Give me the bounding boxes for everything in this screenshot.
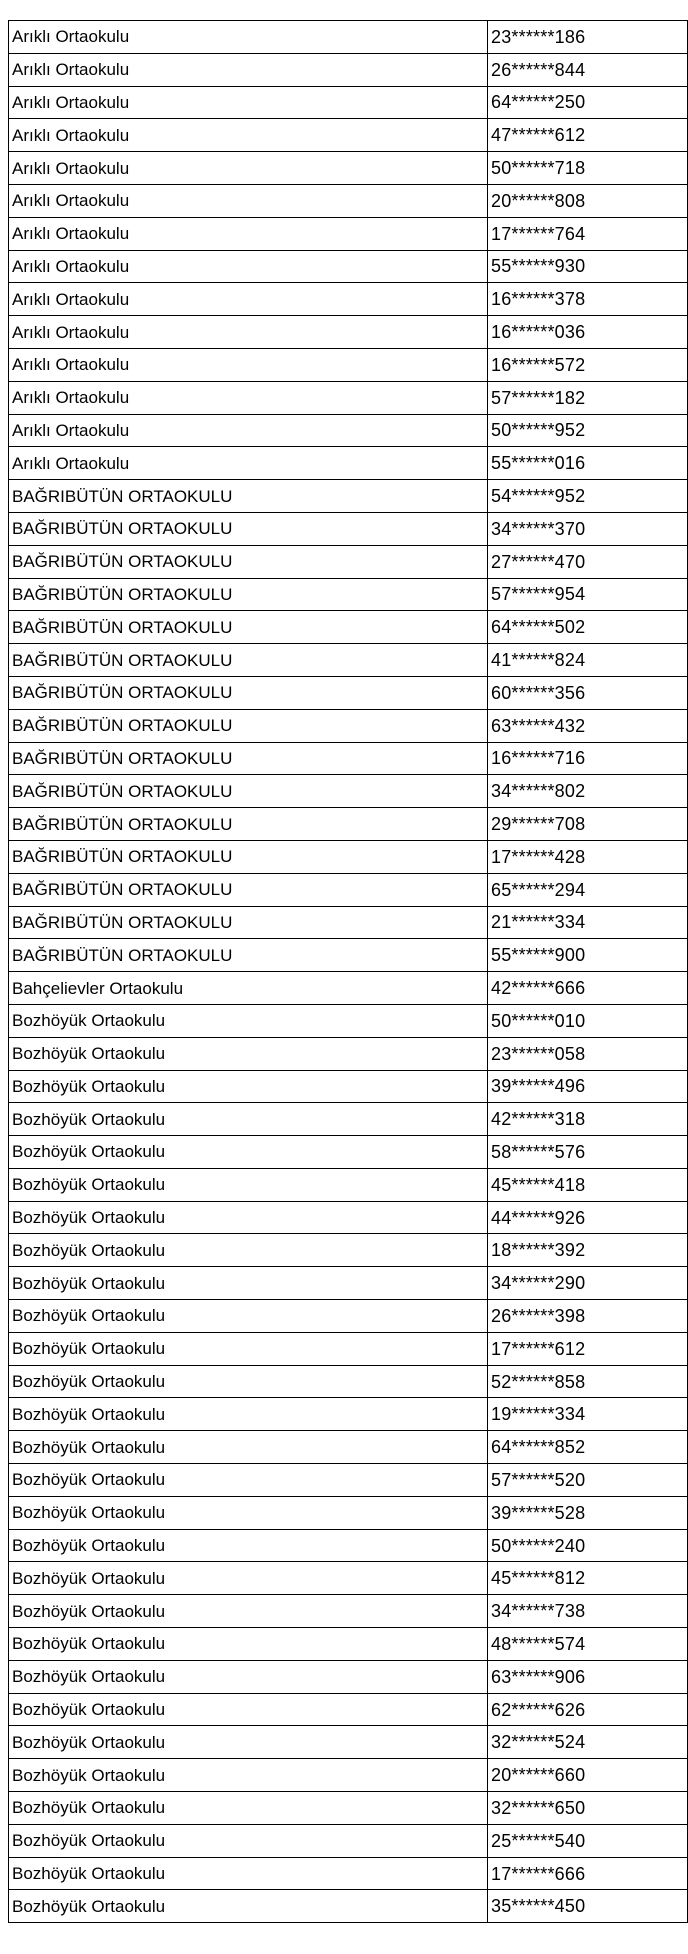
table-row (9, 381, 688, 414)
school-name-cell: Bozhöyük Ortaokulu (9, 1496, 488, 1529)
masked-id-cell: 57******182 (488, 381, 688, 414)
masked-id-cell: 21******334 (488, 906, 688, 939)
masked-id-cell: 52******858 (488, 1365, 688, 1398)
masked-id-cell: 16******036 (488, 316, 688, 349)
masked-id-cell: 45******812 (488, 1562, 688, 1595)
school-name-cell: Bozhöyük Ortaokulu (9, 1726, 488, 1759)
school-name-cell: Bozhöyük Ortaokulu (9, 1431, 488, 1464)
school-name-cell: Arıklı Ortaokulu (9, 119, 488, 152)
table-row (9, 1759, 688, 1792)
table-row (9, 742, 688, 775)
masked-id-cell: 48******574 (488, 1628, 688, 1661)
school-name-cell: Arıklı Ortaokulu (9, 348, 488, 381)
table-row (9, 972, 688, 1005)
masked-id-cell: 50******952 (488, 414, 688, 447)
table-row (9, 1136, 688, 1169)
masked-id-cell: 64******502 (488, 611, 688, 644)
table-row (9, 1267, 688, 1300)
table-row (9, 512, 688, 545)
table-row (9, 1398, 688, 1431)
masked-id-cell: 50******718 (488, 152, 688, 185)
masked-id-cell: 60******356 (488, 676, 688, 709)
table-row (9, 283, 688, 316)
table-row (9, 873, 688, 906)
school-name-cell: Bozhöyük Ortaokulu (9, 1693, 488, 1726)
masked-id-cell: 18******392 (488, 1234, 688, 1267)
school-name-cell: Arıklı Ortaokulu (9, 283, 488, 316)
masked-id-cell: 35******450 (488, 1890, 688, 1923)
table-row (9, 1857, 688, 1890)
school-name-cell: BAĞRIBÜTÜN ORTAOKULU (9, 709, 488, 742)
school-name-cell: BAĞRIBÜTÜN ORTAOKULU (9, 939, 488, 972)
table-row (9, 808, 688, 841)
school-name-cell: Bozhöyük Ortaokulu (9, 1628, 488, 1661)
school-name-cell: BAĞRIBÜTÜN ORTAOKULU (9, 578, 488, 611)
table-row (9, 1004, 688, 1037)
school-name-cell: Bahçelievler Ortaokulu (9, 972, 488, 1005)
school-name-cell: Bozhöyük Ortaokulu (9, 1201, 488, 1234)
masked-id-cell: 20******808 (488, 184, 688, 217)
school-name-cell: BAĞRIBÜTÜN ORTAOKULU (9, 480, 488, 513)
masked-id-cell: 65******294 (488, 873, 688, 906)
school-name-cell: BAĞRIBÜTÜN ORTAOKULU (9, 840, 488, 873)
school-name-cell: Bozhöyük Ortaokulu (9, 1824, 488, 1857)
table-row (9, 119, 688, 152)
school-name-cell: Arıklı Ortaokulu (9, 447, 488, 480)
masked-id-cell: 29******708 (488, 808, 688, 841)
school-name-cell: Arıklı Ortaokulu (9, 184, 488, 217)
school-name-cell: Arıklı Ortaokulu (9, 217, 488, 250)
table-row (9, 152, 688, 185)
school-name-cell: BAĞRIBÜTÜN ORTAOKULU (9, 545, 488, 578)
table-row (9, 545, 688, 578)
table-row (9, 447, 688, 480)
table-row (9, 1332, 688, 1365)
masked-id-cell: 39******528 (488, 1496, 688, 1529)
table-row (9, 1726, 688, 1759)
school-name-cell: BAĞRIBÜTÜN ORTAOKULU (9, 906, 488, 939)
table-row (9, 611, 688, 644)
table-row (9, 1890, 688, 1923)
table-row (9, 578, 688, 611)
masked-id-cell: 42******318 (488, 1103, 688, 1136)
masked-id-cell: 16******572 (488, 348, 688, 381)
school-name-cell: Bozhöyük Ortaokulu (9, 1759, 488, 1792)
school-name-cell: Bozhöyük Ortaokulu (9, 1267, 488, 1300)
masked-id-cell: 27******470 (488, 545, 688, 578)
table-row (9, 316, 688, 349)
table-row (9, 644, 688, 677)
masked-id-cell: 63******432 (488, 709, 688, 742)
table-row (9, 1365, 688, 1398)
school-name-cell: Bozhöyük Ortaokulu (9, 1234, 488, 1267)
table-body (9, 21, 688, 1923)
school-name-cell: BAĞRIBÜTÜN ORTAOKULU (9, 676, 488, 709)
table-row (9, 1234, 688, 1267)
school-name-cell: Arıklı Ortaokulu (9, 316, 488, 349)
table-row (9, 1792, 688, 1825)
school-name-cell: BAĞRIBÜTÜN ORTAOKULU (9, 873, 488, 906)
masked-id-cell: 55******016 (488, 447, 688, 480)
school-name-cell: Bozhöyük Ortaokulu (9, 1136, 488, 1169)
masked-id-cell: 62******626 (488, 1693, 688, 1726)
school-name-cell: Bozhöyük Ortaokulu (9, 1529, 488, 1562)
masked-id-cell: 16******378 (488, 283, 688, 316)
masked-id-cell: 55******900 (488, 939, 688, 972)
masked-id-cell: 34******290 (488, 1267, 688, 1300)
school-name-cell: Bozhöyük Ortaokulu (9, 1792, 488, 1825)
table-row (9, 348, 688, 381)
school-name-cell: Bozhöyük Ortaokulu (9, 1300, 488, 1333)
school-name-cell: Arıklı Ortaokulu (9, 381, 488, 414)
masked-id-cell: 32******650 (488, 1792, 688, 1825)
school-name-cell: Bozhöyük Ortaokulu (9, 1562, 488, 1595)
table-row (9, 939, 688, 972)
table-row (9, 775, 688, 808)
masked-id-cell: 64******852 (488, 1431, 688, 1464)
masked-id-cell: 19******334 (488, 1398, 688, 1431)
school-name-cell: BAĞRIBÜTÜN ORTAOKULU (9, 808, 488, 841)
masked-id-cell: 26******844 (488, 53, 688, 86)
school-name-cell: Arıklı Ortaokulu (9, 86, 488, 119)
masked-id-cell: 50******010 (488, 1004, 688, 1037)
masked-id-cell: 41******824 (488, 644, 688, 677)
school-name-cell: Bozhöyük Ortaokulu (9, 1037, 488, 1070)
school-name-cell: Bozhöyük Ortaokulu (9, 1660, 488, 1693)
table-row (9, 1201, 688, 1234)
school-name-cell: Bozhöyük Ortaokulu (9, 1070, 488, 1103)
masked-id-cell: 44******926 (488, 1201, 688, 1234)
school-name-cell: Bozhöyük Ortaokulu (9, 1595, 488, 1628)
table-row (9, 21, 688, 54)
masked-id-cell: 20******660 (488, 1759, 688, 1792)
table-row (9, 1660, 688, 1693)
masked-id-cell: 23******186 (488, 21, 688, 54)
table-row (9, 1824, 688, 1857)
table-row (9, 1168, 688, 1201)
table-row (9, 217, 688, 250)
school-name-cell: Bozhöyük Ortaokulu (9, 1890, 488, 1923)
table-row (9, 1529, 688, 1562)
table-row (9, 840, 688, 873)
masked-id-cell: 17******764 (488, 217, 688, 250)
school-name-cell: BAĞRIBÜTÜN ORTAOKULU (9, 644, 488, 677)
school-name-cell: Arıklı Ortaokulu (9, 152, 488, 185)
masked-id-cell: 45******418 (488, 1168, 688, 1201)
table-row (9, 709, 688, 742)
table-row (9, 1070, 688, 1103)
masked-id-cell: 17******612 (488, 1332, 688, 1365)
masked-id-cell: 63******906 (488, 1660, 688, 1693)
school-name-cell: Bozhöyük Ortaokulu (9, 1168, 488, 1201)
table-row (9, 1464, 688, 1497)
masked-id-cell: 16******716 (488, 742, 688, 775)
masked-id-cell: 58******576 (488, 1136, 688, 1169)
school-name-cell: Bozhöyük Ortaokulu (9, 1004, 488, 1037)
table-row (9, 1628, 688, 1661)
masked-id-cell: 57******954 (488, 578, 688, 611)
masked-id-cell: 64******250 (488, 86, 688, 119)
masked-id-cell: 26******398 (488, 1300, 688, 1333)
school-name-cell: Arıklı Ortaokulu (9, 53, 488, 86)
table-row (9, 480, 688, 513)
school-name-cell: BAĞRIBÜTÜN ORTAOKULU (9, 611, 488, 644)
school-name-cell: Bozhöyük Ortaokulu (9, 1365, 488, 1398)
masked-id-cell: 55******930 (488, 250, 688, 283)
school-name-cell: Bozhöyük Ortaokulu (9, 1464, 488, 1497)
school-name-cell: Arıklı Ortaokulu (9, 250, 488, 283)
masked-id-cell: 39******496 (488, 1070, 688, 1103)
masked-id-cell: 25******540 (488, 1824, 688, 1857)
table-row (9, 906, 688, 939)
table-row (9, 1103, 688, 1136)
table-row (9, 676, 688, 709)
masked-id-cell: 23******058 (488, 1037, 688, 1070)
table-row (9, 1037, 688, 1070)
school-name-cell: Bozhöyük Ortaokulu (9, 1857, 488, 1890)
masked-id-cell: 32******524 (488, 1726, 688, 1759)
masked-id-cell: 42******666 (488, 972, 688, 1005)
table-row (9, 1431, 688, 1464)
table-row (9, 1496, 688, 1529)
school-name-cell: BAĞRIBÜTÜN ORTAOKULU (9, 512, 488, 545)
table-row (9, 86, 688, 119)
school-name-cell: BAĞRIBÜTÜN ORTAOKULU (9, 742, 488, 775)
table-row (9, 184, 688, 217)
school-name-cell: Bozhöyük Ortaokulu (9, 1332, 488, 1365)
masked-id-cell: 34******738 (488, 1595, 688, 1628)
masked-id-cell: 50******240 (488, 1529, 688, 1562)
school-name-cell: Bozhöyük Ortaokulu (9, 1398, 488, 1431)
table-row (9, 1300, 688, 1333)
masked-id-cell: 54******952 (488, 480, 688, 513)
masked-id-cell: 57******520 (488, 1464, 688, 1497)
school-name-cell: Arıklı Ortaokulu (9, 21, 488, 54)
school-id-table (8, 20, 688, 1923)
table-row (9, 1562, 688, 1595)
school-name-cell: Arıklı Ortaokulu (9, 414, 488, 447)
masked-id-cell: 47******612 (488, 119, 688, 152)
table-row (9, 53, 688, 86)
masked-id-cell: 34******370 (488, 512, 688, 545)
masked-id-cell: 17******666 (488, 1857, 688, 1890)
school-name-cell: Bozhöyük Ortaokulu (9, 1103, 488, 1136)
masked-id-cell: 17******428 (488, 840, 688, 873)
school-name-cell: BAĞRIBÜTÜN ORTAOKULU (9, 775, 488, 808)
table-row (9, 1595, 688, 1628)
table-row (9, 250, 688, 283)
table-row (9, 414, 688, 447)
table-row (9, 1693, 688, 1726)
masked-id-cell: 34******802 (488, 775, 688, 808)
